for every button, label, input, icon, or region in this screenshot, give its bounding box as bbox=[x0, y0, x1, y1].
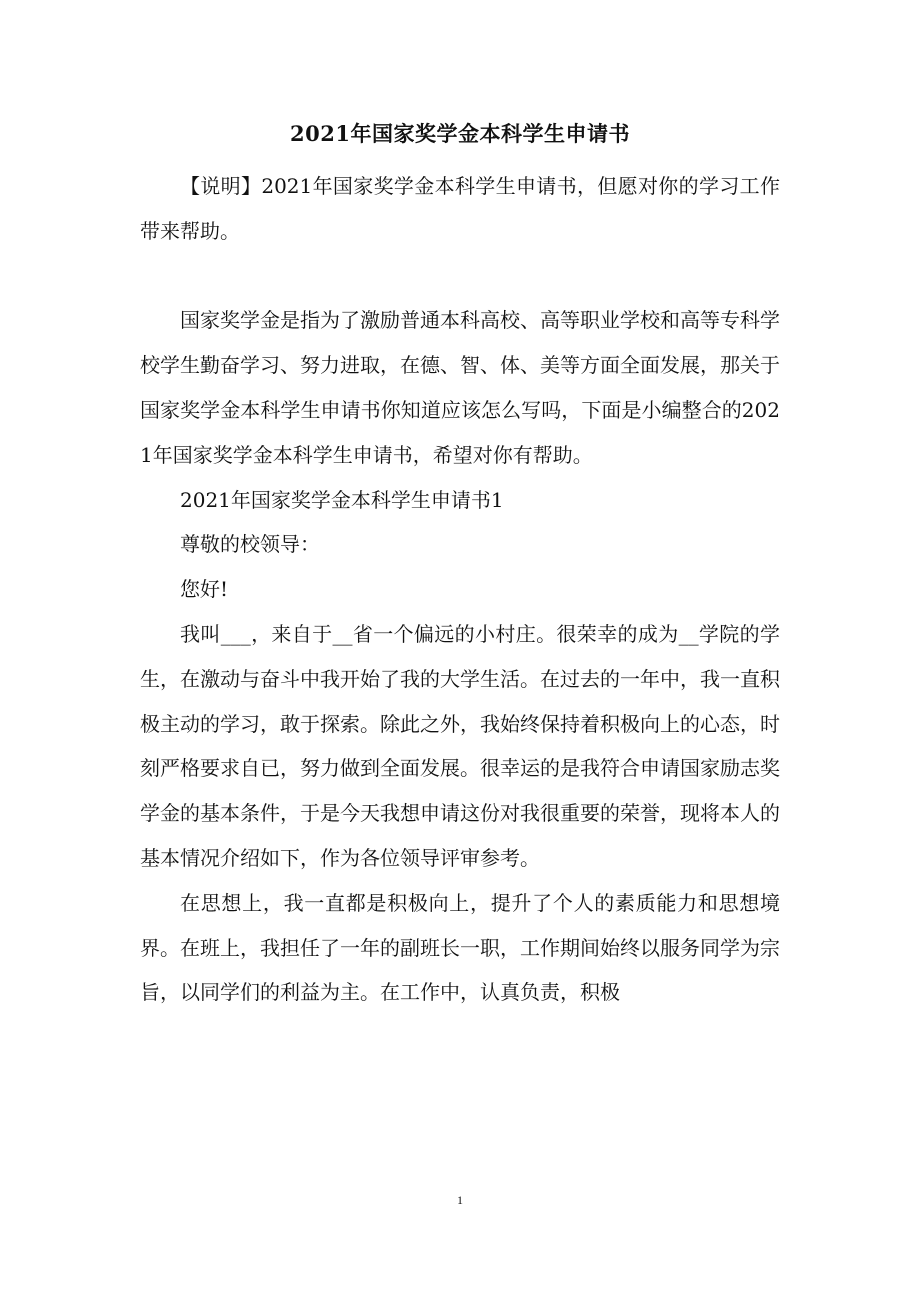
page-number: 1 bbox=[457, 1193, 463, 1207]
self-introduction-paragraph: 我叫___，来自于__省一个偏远的小村庄。很荣幸的成为__学院的学生，在激动与奋斗中我开始了我的大学生活。在过去的一年中，我一直积极主动的学习，敢于探索。除此之外，我始终保持着积极向上的心态，时刻严格要求自已，努力做到全面发展。很幸运的是我符合申请国家励志奖学金的基本条件，于是今天我想申请这份对我很重要的荣誉，现将本人的基本情况介绍如下，作为各位领导评审参考。 bbox=[140, 621, 780, 870]
document-body bbox=[140, 164, 780, 1015]
document-title: 2021年国家奖学金本科学生申请书 bbox=[290, 121, 630, 146]
background-paragraph: 国家奖学金是指为了激励普通本科高校、高等职业学校和高等专科学校学生勤奋学习、努力进取，在德、智、体、美等方面全面发展，那关于国家奖学金本科学生申请书你知道应该怎么写吗，下面是小编整合的2021年国家奖学金本科学生申请书，希望对你有帮助。 bbox=[140, 308, 780, 467]
blank-line bbox=[140, 254, 780, 299]
salutation: 尊敬的校领导： bbox=[180, 532, 320, 557]
ideology-paragraph: 在思想上，我一直都是积极向上，提升了个人的素质能力和思想境界。在班上，我担任了一年的副班长一职，工作期间始终以服务同学为宗旨，以同学们的利益为主。在工作中，认真负责，积极 bbox=[140, 890, 780, 1005]
intro-note-paragraph: 【说明】2021年国家奖学金本科学生申请书，但愿对你的学习工作带来帮助。 bbox=[140, 174, 780, 243]
greeting: 您好! bbox=[180, 577, 229, 602]
section-heading: 2021年国家奖学金本科学生申请书1 bbox=[180, 487, 504, 512]
